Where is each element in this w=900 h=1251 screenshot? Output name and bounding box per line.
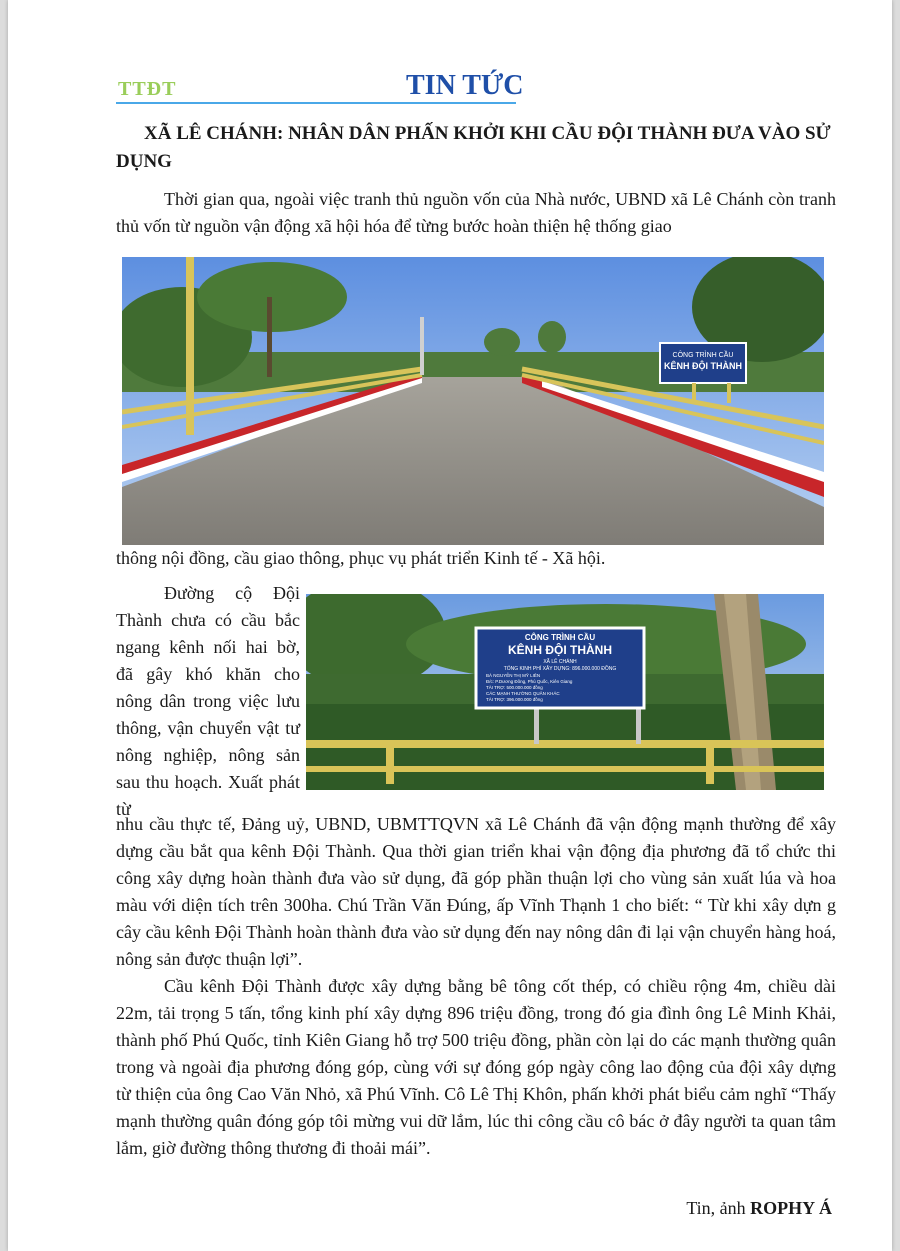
bridge-photo [122, 257, 824, 545]
signature-prefix: Tin, ảnh [686, 1198, 751, 1218]
document-page [8, 0, 892, 1251]
sign-1-line-2: KÊNH ĐỘI THÀNH [664, 361, 742, 371]
sign-2-line-9: TÀI TRỢ: 396.000.000 đồng [486, 697, 543, 702]
header-rule [116, 102, 516, 104]
paragraph-1: Thời gian qua, ngoài việc tranh thủ nguồn vốn của Nhà nước, UBND xã Lê Chánh còn tranh thủ vốn từ nguồn vận động xã hội hóa để từng bước hoàn thiện hệ thống giao [116, 189, 836, 236]
paragraph-3: Cầu kênh Đội Thành được xây dựng bằng bê tông cốt thép, có chiều rộng 4m, chiều dài 22m, tải trọng 5 tấn, tổng kinh phí xây dựng 896 triệu đồng, trong đó gia đình ông Lê Minh Khải, thành phố Phú Quốc, tỉnh Kiên Giang hỗ trợ 500 triệu đồng, phần còn lại do các mạnh thường quân trong và ngoài địa phương đóng góp, cùng với sự đóng góp ngày công lao động của đội xây dựng từ thiện của ông Cao Văn Nhỏ, xã Phú Vĩnh. Cô Lê Thị Khôn, phấn khởi phát biểu cảm nghĩ “Thấy mạnh thường quân đóng góp tôi mừng vui dữ lắm, lúc thi công cầu cô bác ở đây người ta quan tâm lắm, giờ đường thông thương đi thoải mái”. [116, 976, 836, 1158]
sign-2-line-3: XÃ LÊ CHÁNH [543, 659, 577, 665]
section-tag: TTĐT [118, 78, 177, 100]
article-headline: XÃ LÊ CHÁNH: NHÂN DÂN PHẤN KHỞI KHI CẦU ĐỘI THÀNH ĐƯA VÀO SỬ DỤNG [116, 123, 831, 172]
paragraph-1-continued: thông nội đồng, cầu giao thông, phục vụ phát triển Kinh tế - Xã hội. [116, 548, 606, 568]
paragraph-2-continued: nhu cầu thực tế, Đảng uỷ, UBND, UBMTTQVN xã Lê Chánh đã vận động mạnh thường để xây dựng cầu bắt qua kênh Đội Thành. Qua thời gian triển khai vận động địa phương đã tổ chức thi công xây dựng hoàn thành đưa vào sử dụng, đã góp phần thuận lợi cho vùng sản xuất lúa và hoa màu với diện tích trên 300ha. Chú Trần Văn Đúng, ấp Vĩnh Thạnh 1 cho biết: “ Từ khi xây dựn g cây cầu kênh Đội Thành hoàn thành đưa vào sử dụng đến nay nông dân đi lại vận chuyển hàng hoá, nông sản được thuận lợi”. [116, 814, 836, 969]
section-title: TIN TỨC [406, 70, 524, 101]
author-signature [686, 1198, 832, 1219]
sign-photo [306, 594, 824, 790]
sign-1-line-1: CÔNG TRÌNH CẦU [672, 352, 734, 359]
page-header [116, 68, 536, 108]
paragraph-2-column: Đường cộ Đội Thành chưa có cầu bắc ngang kênh nối hai bờ, đã gây khó khăn cho nông dân trong việc lưu thông, vận chuyển vật tư nông nghiệp, nông sản sau thu hoạch. Xuất phát từ [116, 583, 300, 819]
sign-2-line-1: CÔNG TRÌNH CẦU [524, 633, 596, 642]
sign-2-line-2: KÊNH ĐỘI THÀNH [508, 643, 612, 657]
signature-author: ROPHY Á [750, 1198, 832, 1218]
sign-2-line-6: Đ/c: P.Dương Đông, Phú Quốc, Kiên Giang [486, 679, 573, 684]
sign-2-line-8: CÁC MẠNH THƯỜNG QUÂN KHÁC [486, 691, 560, 696]
sign-2-line-5: BÀ NGUYỄN THỊ MỸ LIÊN [486, 673, 541, 678]
sign-2-line-4: TỔNG KINH PHÍ XÂY DỰNG: 896.000.000 ĐỒNG [503, 666, 617, 672]
sign-2-line-7: TÀI TRỢ: 500.000.000 đồng [486, 685, 543, 690]
